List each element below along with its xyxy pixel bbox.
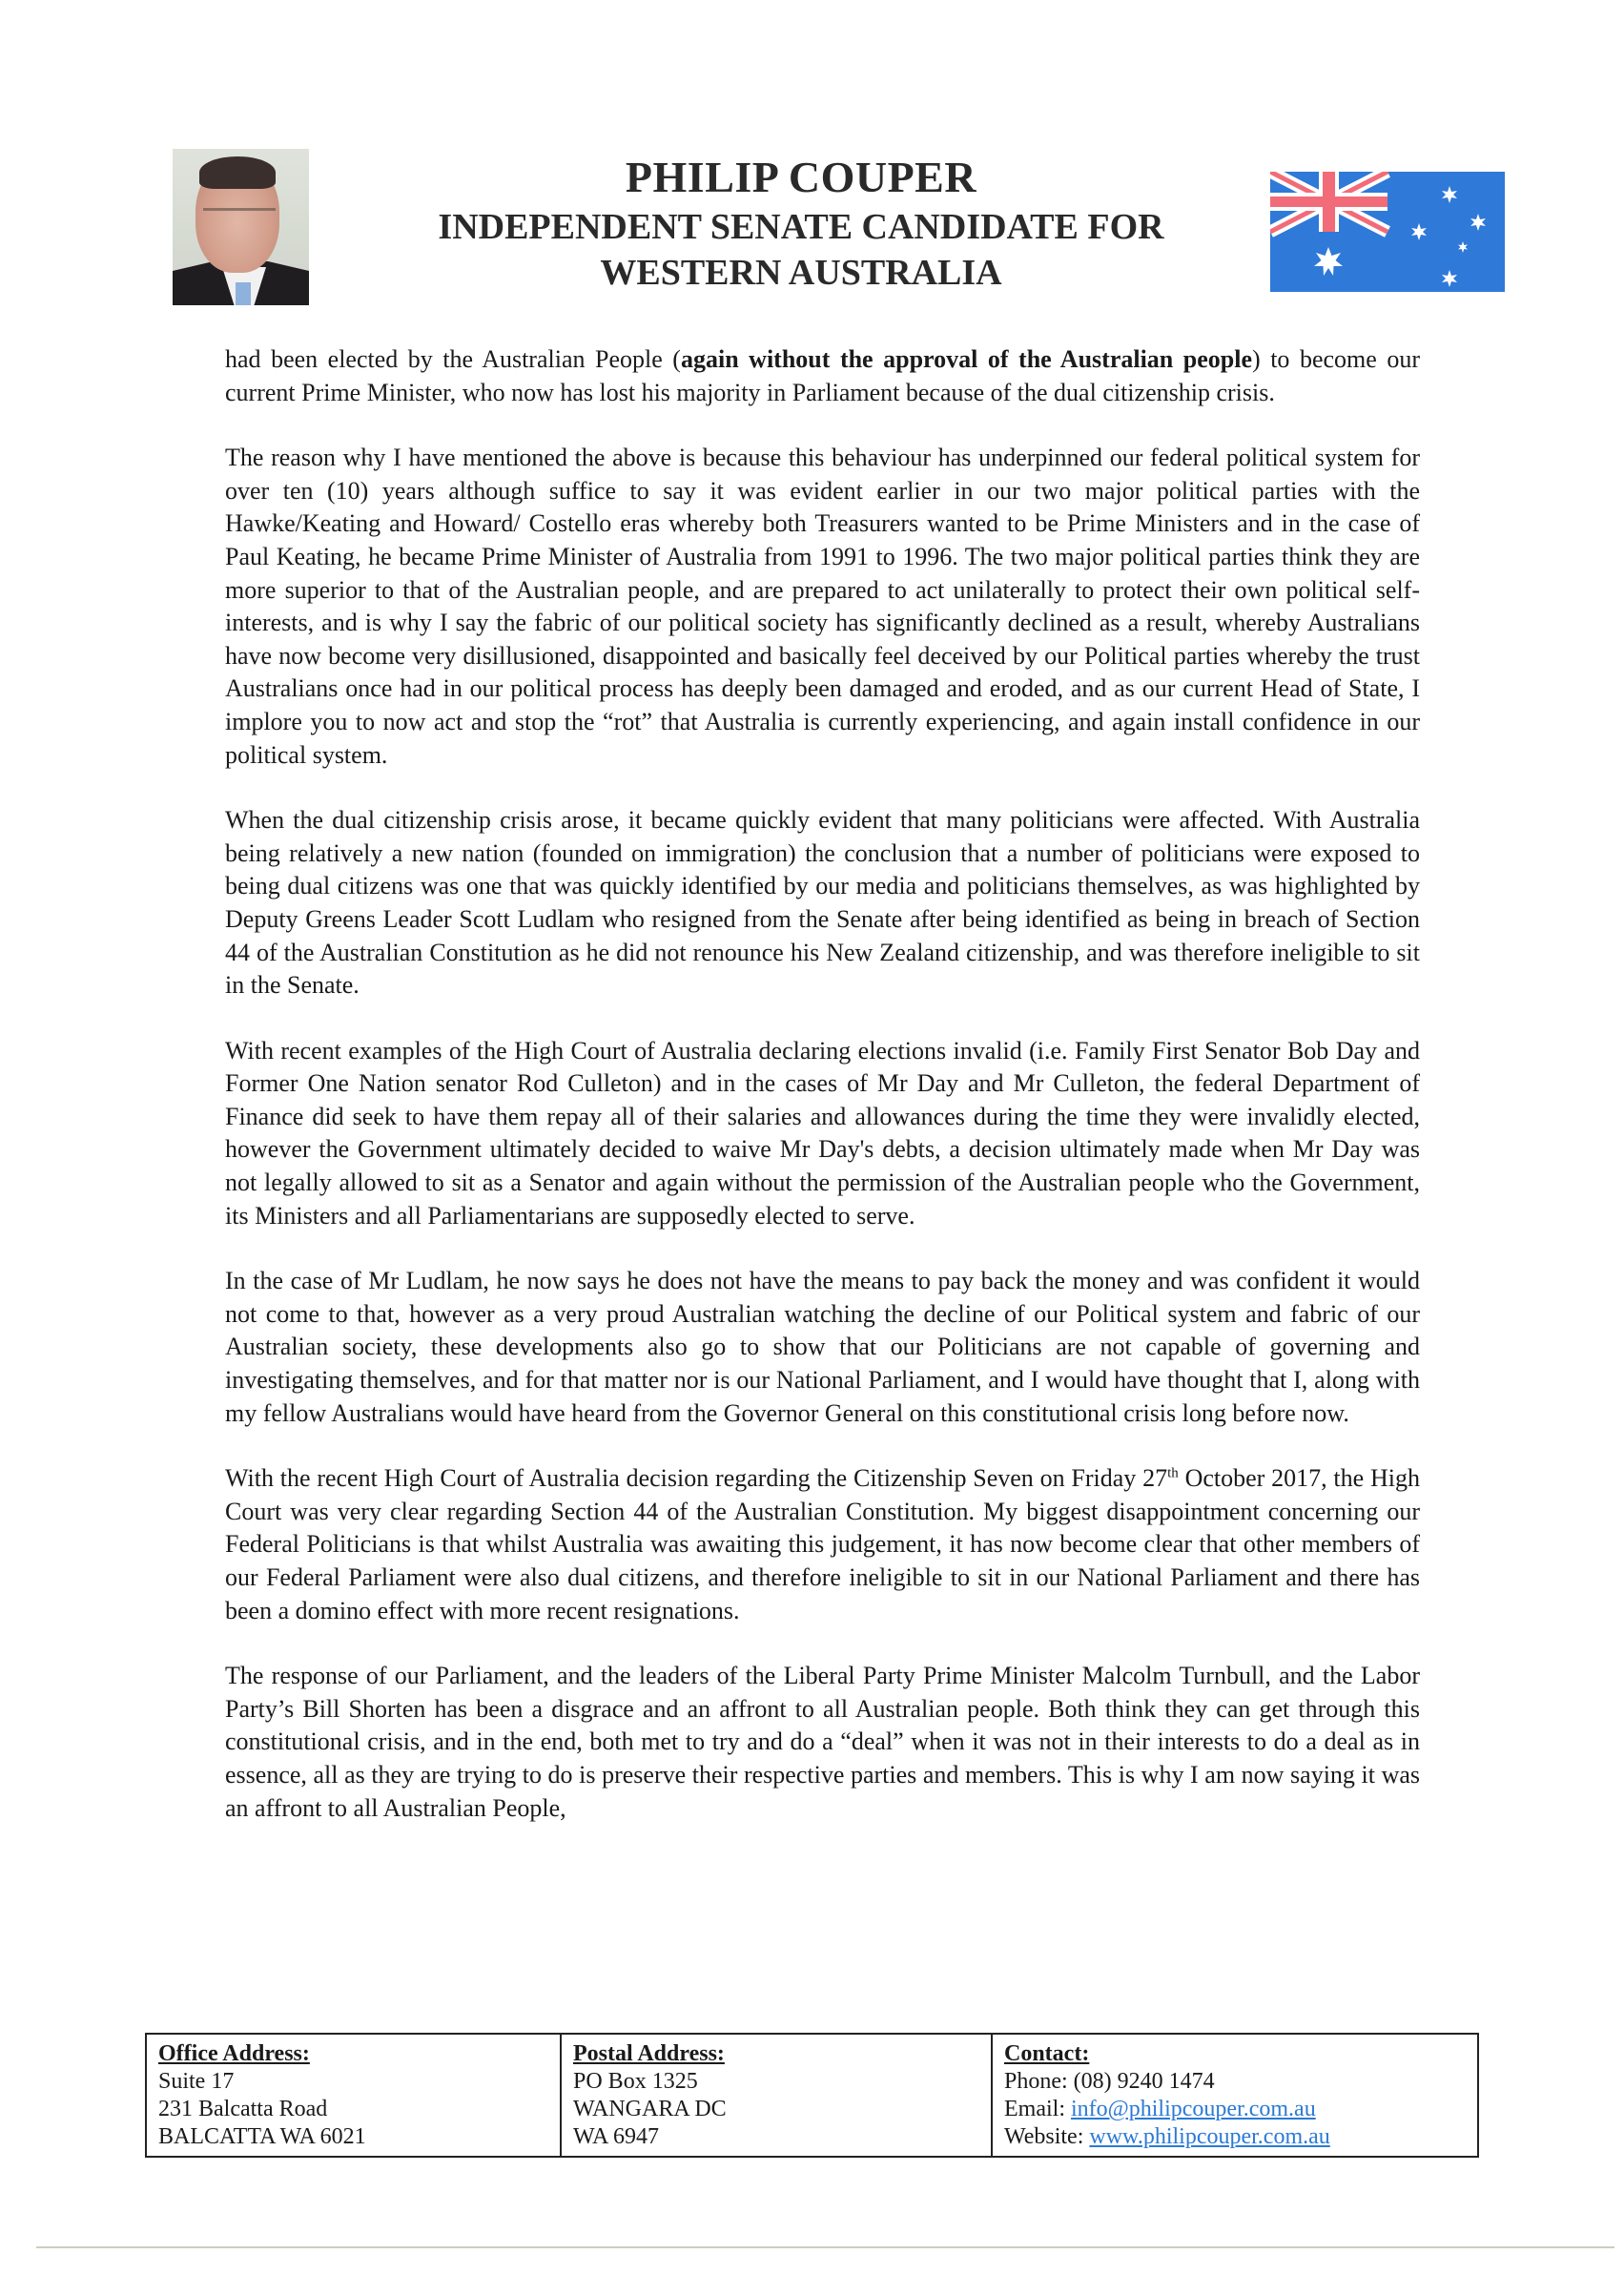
postal-address-line2: WANGARA DC [573,2097,727,2121]
glasses-shape [203,208,276,211]
paragraph-6-text-b: October 2017, the High Court was very clear regarding Section 44 of the Australian Constitution. My biggest disappointment concerning our Federal Politicians is that whilst Australia was awaiting this judgement, it has now become clear that other members of our Federal Parliament were also dual citizens, and therefore ineligible to sit in our National Parliament and there has been a domino effect with more recent resignations. [225,1464,1420,1624]
phone-number: (08) 9240 1474 [1073,2069,1215,2094]
office-address-line3: BALCATTA WA 6021 [158,2124,366,2149]
paragraph-4: With recent examples of the High Court of Australia declaring elections invalid (i.e. Family First Senator Bob Day and Former One Nation senator Rod Culleton) and in the cases of Mr Day and Mr Culleton, the federal Department of Finance did seek to have them repay all of their salaries and allowances during the time they were invalidly elected, however the Government ultimately decided to waive Mr Day's debts, a decision ultimately made when Mr Day was not legally allowed to sit as a Senator and again without the permission of the Australian people who the Government, its Ministers and all Parliamentarians are supposedly elected to serve. [225,1036,1420,1230]
email-link[interactable]: info@philipcouper.com.au [1070,2097,1316,2121]
office-address-cell [147,2035,560,2156]
paragraph-1-text-a: had been elected by the Australian People ( [225,345,681,373]
office-address-line1: Suite 17 [158,2069,235,2094]
australian-flag-icon [1270,172,1505,292]
contact-heading: Contact: [1004,2041,1090,2066]
website-link[interactable]: www.philipcouper.com.au [1089,2124,1330,2149]
letterhead-title [343,151,1259,296]
paragraph-1-text-b: ) to become our current Prime Minister, who now has lost his majority in Parliament because of the dual citizenship crisis. [225,345,1420,406]
paragraph-5: In the case of Mr Ludlam, he now says he does not have the means to pay back the money and was confident it would not come to that, however as a very proud Australian watching the decline of our Political system and fabric of our Australian society, these developments also go to show that our Politicians are not capable of governing and investigating themselves, and for that matter nor is our National Parliament, and I would have thought that I, along with my fellow Australians would have heard from the Governor General on this constitutional crisis long before now. [225,1267,1420,1427]
paragraph-1-emphasis: again without the approval of the Australian people [680,345,1253,373]
letterhead [0,0,1624,334]
office-address-heading: Office Address: [158,2041,310,2066]
website-line [1004,2123,1466,2151]
phone-line [1004,2068,1466,2096]
candidate-role-line2: WESTERN AUSTRALIA [600,253,1002,293]
letter-body [225,343,1420,1857]
phone-label: Phone: [1004,2069,1074,2094]
office-address-line2: 231 Balcatta Road [158,2097,328,2121]
tie-shape [236,282,251,305]
hair-shape [199,156,276,189]
page-bottom-divider [36,2246,1614,2248]
paragraph-6 [225,1462,1420,1627]
candidate-photo [173,149,309,305]
postal-address-cell [560,2035,991,2156]
contact-cell [991,2035,1477,2156]
candidate-name: PHILIP COUPER [625,153,977,201]
paragraph-1 [225,343,1420,409]
paragraph-7: The response of our Parliament, and the leaders of the Liberal Party Prime Minister Malcolm Turnbull, and the Labor Party’s Bill Shorten has been a disgrace and an affront to all Australian people. Both think they can get through this constitutional crisis, and in the end, both met to try and do a “deal” when it was not in their interests to do a deal as in essence, all as they are trying to do is preserve their respective parties and members. This is why I am now saying it was an affront to all Australian People, [225,1662,1420,1822]
ordinal-suffix: th [1167,1465,1179,1481]
paragraph-6-text-a: With the recent High Court of Australia decision regarding the Citizenship Seven on Friday 27 [225,1464,1168,1493]
paragraph-2: The reason why I have mentioned the above is because this behaviour has underpinned our federal political system for over ten (10) years although suffice to say it was evident earlier in our two major political parties with the Hawke/Keating and Howard/ Costello eras whereby both Treasurers wanted to be Prime Ministers and in the case of Paul Keating, he became Prime Minister of Australia from 1991 to 1996. The two major political parties think they are more superior to that of the Australian people, and are prepared to act unilaterally to protect their own political self-interests, and is why I say the fabric of our political society has significantly declined as a result, whereby Australians have now become very disillusioned, disappointed and basically feel deceived by our Political parties whereby the trust Australians once had in our political process has deeply been damaged and eroded, and as our current Head of State, I implore you to now act and stop the “rot” that Australia is currently experiencing, and again install confidence in our political system. [225,444,1420,769]
postal-address-line1: PO Box 1325 [573,2069,698,2094]
candidate-role-line1: INDEPENDENT SENATE CANDIDATE FOR [438,207,1164,247]
postal-address-line3: WA 6947 [573,2124,659,2149]
email-line [1004,2096,1466,2123]
email-label: Email: [1004,2097,1071,2121]
postal-address-heading: Postal Address: [573,2041,725,2066]
paragraph-3: When the dual citizenship crisis arose, it became quickly evident that many politicians were affected. With Australia being relatively a new nation (founded on immigration) the conclusion that a number of politicians were exposed to being dual citizens was one that was quickly identified by our media and politicians themselves, as was highlighted by Deputy Greens Leader Scott Ludlam who resigned from the Senate after being identified as being in breach of Section 44 of the Australian Constitution as he did not renounce his New Zealand citizenship, and was therefore ineligible to sit in the Senate. [225,806,1420,1000]
contact-footer-table [145,2033,1479,2158]
website-label: Website: [1004,2124,1090,2149]
